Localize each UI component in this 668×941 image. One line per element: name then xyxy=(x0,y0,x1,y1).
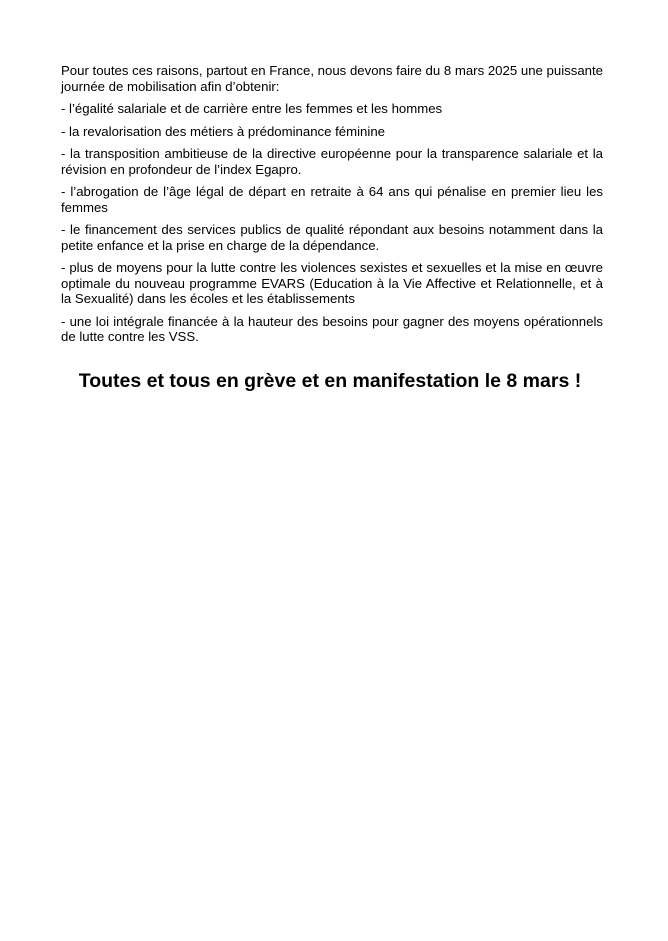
demand-item: - une loi intégrale financée à la hauteur des besoins pour gagner des moyens opérationnels de lutte contre les VSS. xyxy=(61,313,603,344)
document-body xyxy=(61,63,603,352)
demand-item: - l’abrogation de l’âge légal de départ en retraite à 64 ans qui pénalise en premier lieu les femmes xyxy=(61,184,603,215)
demand-item: - plus de moyens pour la lutte contre les violences sexistes et sexuelles et la mise en œuvre optimale du nouveau programme EVARS (Education à la Vie Affective et Relationnelle, et à la Sexualité) dans les écoles et les établissements xyxy=(61,260,603,306)
intro-paragraph: Pour toutes ces raisons, partout en France, nous devons faire du 8 mars 2025 une puissante journée de mobilisation afin d’obtenir: xyxy=(61,63,603,94)
demand-item: - la transposition ambitieuse de la directive européenne pour la transparence salariale et la révision en profondeur de l’index Egapro. xyxy=(61,146,603,177)
demands-list xyxy=(61,101,603,345)
demand-item: - le financement des services publics de qualité répondant aux besoins notamment dans la petite enfance et la prise en charge de la dépendance. xyxy=(61,222,603,253)
headline: Toutes et tous en grève et en manifestation le 8 mars ! xyxy=(78,370,582,392)
demand-item: - la revalorisation des métiers à prédominance féminine xyxy=(61,123,385,139)
demand-item: - l’égalité salariale et de carrière entre les femmes et les hommes xyxy=(61,101,443,116)
